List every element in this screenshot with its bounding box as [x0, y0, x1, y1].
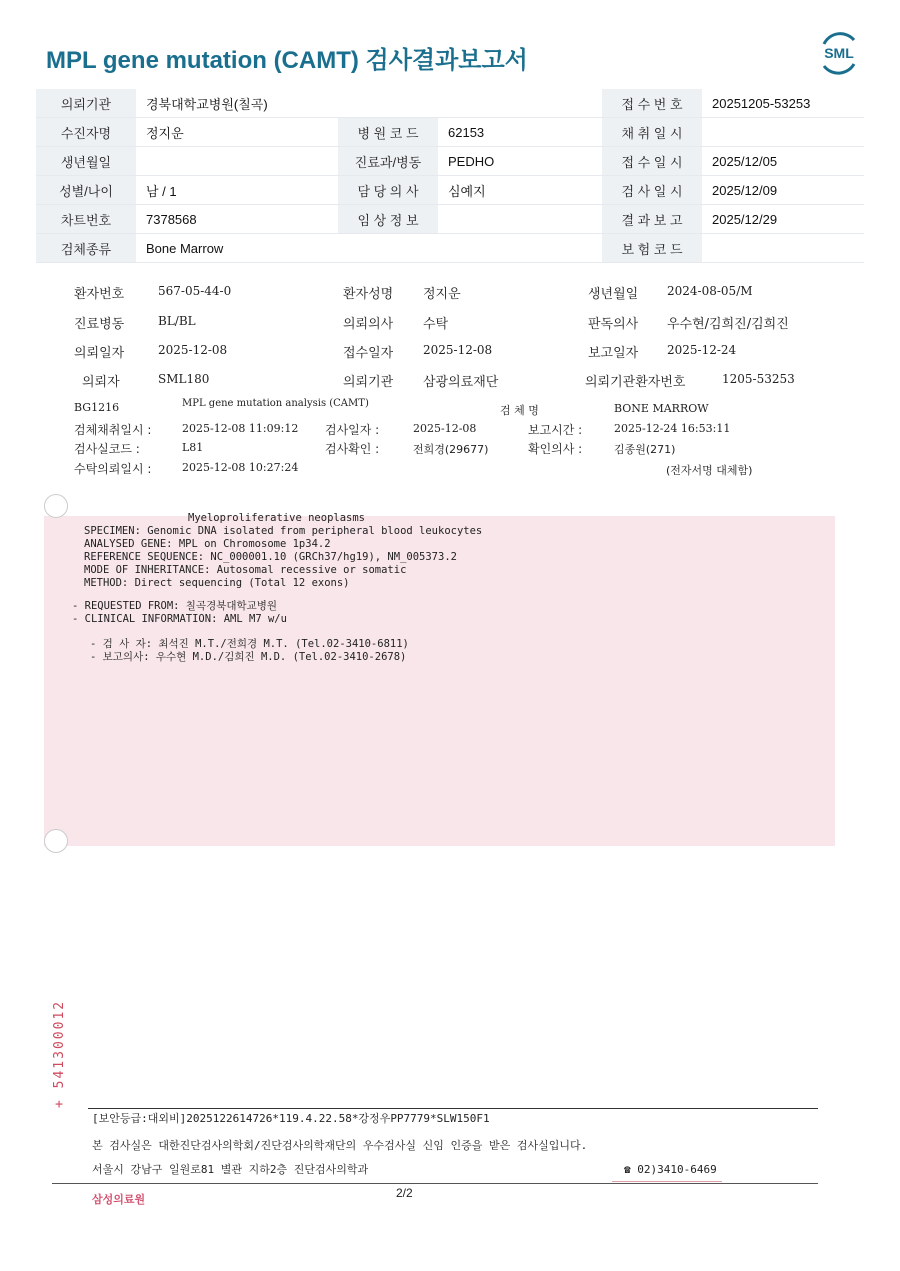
requesting-institution-label: 의뢰기관 — [36, 89, 136, 118]
scan-collect-time-label: 검체채취일시 : — [74, 423, 152, 437]
receipt-date-label: 접 수 일 시 — [602, 147, 702, 176]
tester-line: - 검 사 자: 최석진 M.T./전희경 M.T. (Tel.02-3410-6811) — [90, 638, 409, 650]
scan-consign-time: 2025-12-08 10:27:24 — [182, 461, 299, 474]
report-date-label: 결 과 보 고 — [602, 205, 702, 234]
insurance-code-label: 보 험 코 드 — [602, 234, 702, 263]
scan-requester: SML180 — [158, 372, 210, 386]
punch-hole-top — [44, 494, 68, 518]
chart-no-label: 차트번호 — [36, 205, 136, 234]
birth-date-value — [136, 147, 338, 176]
result-heading: Myeloproliferative neoplasms — [188, 512, 366, 524]
scan-lab-code: L81 — [182, 441, 204, 454]
scan-requester-label: 의뢰자 — [82, 375, 120, 390]
scan-inst-patient-no-label: 의뢰기관환자번호 — [585, 375, 686, 390]
requested-from: - REQUESTED FROM: 칠곡경북대학교병원 — [72, 600, 278, 612]
sex-age-value: 남 / 1 — [136, 176, 338, 205]
report-title: MPL gene mutation (CAMT) 검사결과보고서 — [46, 47, 528, 74]
scan-test-name: MPL gene mutation analysis (CAMT) — [182, 398, 369, 409]
scan-req-doctor: 수탁 — [423, 317, 449, 332]
reporter-line: - 보고의사: 우수현 M.D./김희진 M.D. (Tel.02-3410-2678) — [90, 651, 407, 663]
scan-ward: BL/BL — [158, 314, 196, 328]
scan-report-time-label: 보고시간 : — [528, 423, 583, 437]
scan-confirm-doctor: 김종원(271) — [614, 443, 676, 456]
scan-reading-doctor-label: 판독의사 — [588, 317, 639, 332]
scan-receipt-date-label: 접수일자 — [343, 346, 394, 361]
scan-req-date-label: 의뢰일자 — [74, 346, 125, 361]
sex-age-label: 성별/나이 — [36, 176, 136, 205]
scan-req-date: 2025-12-08 — [158, 343, 228, 357]
collection-date-label: 채 취 일 시 — [602, 118, 702, 147]
address-line: 서울시 강남구 일원로81 별관 지하2층 진단검사의학과 — [92, 1163, 369, 1176]
scan-test-date-label: 검사일자 : — [325, 423, 380, 437]
scan-inst-patient-no: 1205-53253 — [722, 372, 795, 386]
specimen-type-label: 검체종류 — [36, 234, 136, 263]
receipt-no-label: 접 수 번 호 — [602, 89, 702, 118]
insurance-code-value — [702, 234, 864, 263]
scan-specimen: BONE MARROW — [614, 402, 709, 415]
result-line: METHOD: Direct sequencing (Total 12 exons) — [84, 577, 350, 589]
scan-birth-label: 생년월일 — [588, 287, 639, 302]
report-info-table — [36, 89, 864, 263]
hospital-code-value: 62153 — [438, 118, 602, 147]
scan-birth: 2024-08-05/M — [667, 284, 753, 298]
scan-confirm-doctor-label: 확인의사 : — [528, 442, 583, 456]
receipt-date-value: 2025/12/05 — [702, 147, 864, 176]
security-line: [보안등급:대외비]2025122614726*119.4.22.58*강정우PP7779*SLW150F1 — [92, 1112, 490, 1125]
test-date-value: 2025/12/09 — [702, 176, 864, 205]
report-date-value: 2025/12/29 — [702, 205, 864, 234]
scan-report-time: 2025-12-24 16:53:11 — [614, 422, 731, 435]
specimen-type-value: Bone Marrow — [136, 234, 602, 263]
chart-no-value: 7378568 — [136, 205, 338, 234]
footer-divider-top — [88, 1108, 818, 1109]
scan-esign-note: (전자서명 대체함) — [666, 464, 753, 477]
certification-line: 본 검사실은 대한진단검사의학회/진단검사의학재단의 우수검사실 신임 인증을 받은 검사실입니다. — [92, 1139, 588, 1152]
receipt-no-value: 20251205-53253 — [702, 89, 864, 118]
punch-hole-bottom — [44, 829, 68, 853]
clinical-info-value — [438, 205, 602, 234]
scan-test-date: 2025-12-08 — [413, 422, 477, 435]
requesting-institution-value: 경북대학교병원(칠곡) — [136, 89, 602, 118]
scan-patient-no-label: 환자번호 — [74, 287, 125, 302]
sml-logo — [816, 30, 862, 76]
scan-receipt-date: 2025-12-08 — [423, 343, 493, 357]
doctor-value: 심예지 — [438, 176, 602, 205]
scan-collect-time: 2025-12-08 11:09:12 — [182, 422, 299, 435]
hospital-code-label: 병 원 코 드 — [338, 118, 438, 147]
scan-patient-name: 정지운 — [423, 287, 461, 302]
patient-name-label: 수진자명 — [36, 118, 136, 147]
scan-test-code: BG1216 — [74, 401, 120, 414]
doctor-label: 담 당 의 사 — [338, 176, 438, 205]
scan-checker-label: 검사확인 : — [325, 442, 380, 456]
footer-divider-bottom — [52, 1183, 818, 1184]
hospital-name: 삼성의료원 — [92, 1194, 146, 1206]
result-line: MODE OF INHERITANCE: Autosomal recessive or somatic — [84, 564, 407, 576]
phone-line: ☎ 02)3410-6469 — [624, 1163, 717, 1176]
scan-report-date-label: 보고일자 — [588, 346, 639, 361]
scan-req-inst-label: 의뢰기관 — [343, 375, 394, 390]
scan-req-doctor-label: 의뢰의사 — [343, 317, 394, 332]
result-line: REFERENCE SEQUENCE: NC_000001.10 (GRCh37/hg19), NM_005373.2 — [84, 551, 457, 563]
result-line: SPECIMEN: Genomic DNA isolated from peripheral blood leukocytes — [84, 525, 483, 537]
clinical-information: - CLINICAL INFORMATION: AML M7 w/u — [72, 613, 287, 625]
birth-date-label: 생년월일 — [36, 147, 136, 176]
scan-ward-label: 진료병동 — [74, 317, 125, 332]
clinical-info-label: 임 상 정 보 — [338, 205, 438, 234]
department-value: PEDHO — [438, 147, 602, 176]
scan-lab-code-label: 검사실코드 : — [74, 442, 140, 456]
scan-patient-name-label: 환자성명 — [343, 287, 394, 302]
scan-reading-doctor: 우수현/김희진/김희진 — [667, 317, 789, 332]
result-line: ANALYSED GENE: MPL on Chromosome 1p34.2 — [84, 538, 331, 550]
department-label: 진료과/병동 — [338, 147, 438, 176]
scan-consign-time-label: 수탁의뢰일시 : — [74, 462, 152, 476]
scan-req-inst: 삼광의료재단 — [423, 375, 499, 390]
scan-specimen-label: 검 체 명 — [500, 404, 539, 417]
footer-accent-line — [612, 1181, 722, 1182]
scan-report-date: 2025-12-24 — [667, 343, 737, 357]
collection-date-value — [702, 118, 864, 147]
test-date-label: 검 사 일 시 — [602, 176, 702, 205]
side-serial-number: + 541300012 — [52, 999, 67, 1108]
scan-checker: 전희경(29677) — [413, 443, 489, 456]
page-number: 2/2 — [396, 1186, 413, 1200]
scan-patient-no: 567-05-44-0 — [158, 284, 232, 298]
patient-name-value: 정지운 — [136, 118, 338, 147]
svg-text:SML: SML — [824, 45, 854, 61]
